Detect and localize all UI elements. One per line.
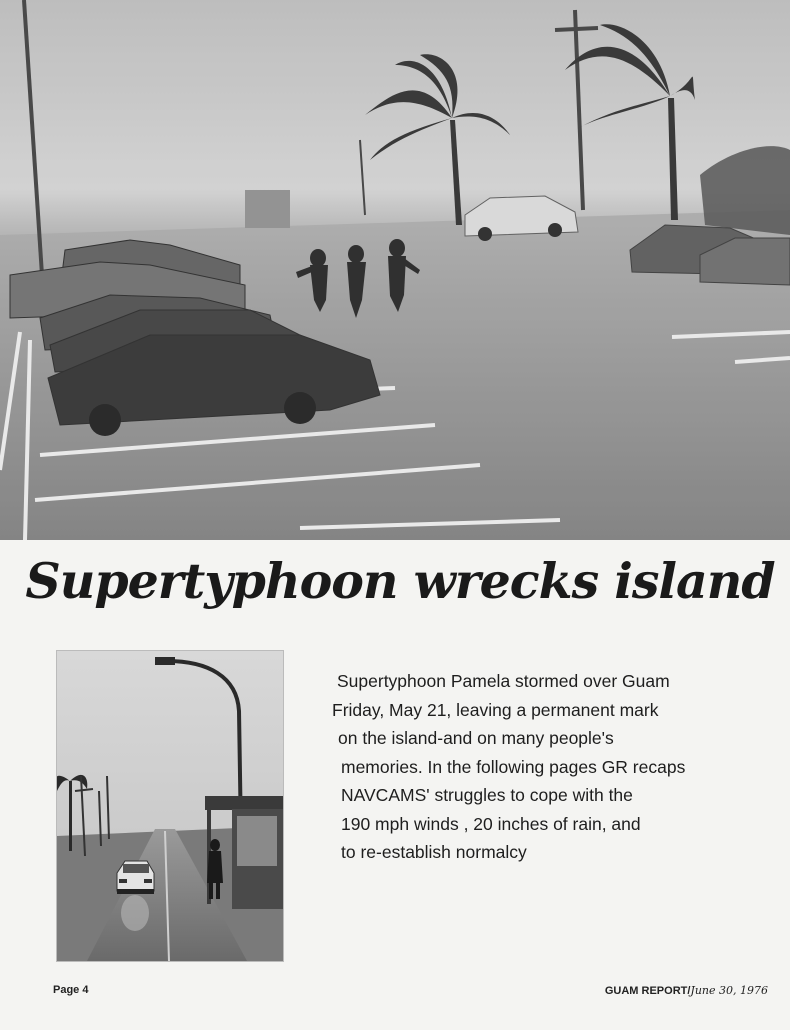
article-line: 190 mph winds , 20 inches of rain, and [341, 813, 641, 834]
headline: Supertyphoon wrecks island [25, 552, 775, 610]
publication-date: June 30, 1976 [690, 984, 768, 997]
publication-name: GUAM REPORT [604, 985, 688, 997]
article-line: Supertyphoon Pamela stormed over Guam [337, 671, 670, 691]
article-line: Friday, May 21, leaving a permanent mark [332, 699, 659, 720]
article-line: on the island-and on many people's [338, 728, 614, 748]
publication-footer: GUAM REPORT/June 30, 1976 [604, 984, 768, 997]
article-line: to re-establish normalcy [341, 842, 527, 862]
page-number: Page 4 [53, 984, 89, 996]
flooded-road-photo [56, 650, 284, 962]
article-intro [332, 667, 782, 867]
article-line: memories. In the following pages GR recaps [341, 756, 686, 777]
article-line: NAVCAMS' struggles to cope with the [341, 785, 633, 805]
